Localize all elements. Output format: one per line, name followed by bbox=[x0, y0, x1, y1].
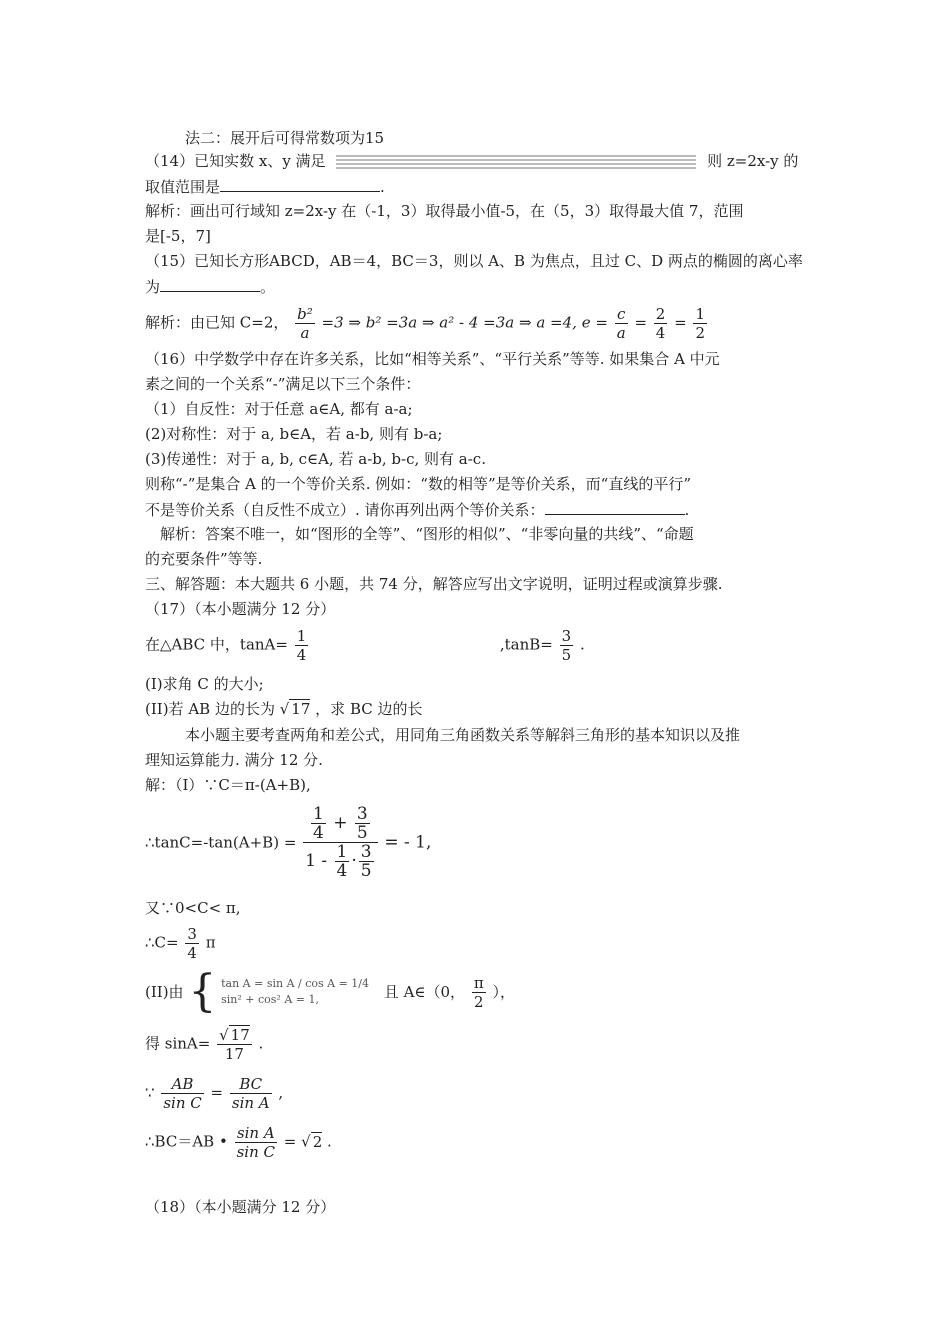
text-span: (II)若 AB 边的长为 bbox=[145, 700, 275, 718]
system-equation bbox=[145, 966, 515, 1017]
text-line bbox=[145, 1026, 263, 1063]
fraction: $\frac{3}{4}$ bbox=[187, 925, 197, 962]
solution-15 bbox=[145, 305, 709, 342]
math-span: = bbox=[674, 313, 687, 332]
text-span: ∴tanC=-tan(A+B) = bbox=[145, 833, 297, 852]
text-line: 则称“-”是集合 A 的一个等价关系. 例如：“数的相等”是等价关系，而“直线的平行” bbox=[145, 475, 691, 493]
blurred-equation: sin² + cos² A = 1, bbox=[221, 993, 319, 1006]
text-span: . bbox=[327, 1132, 332, 1151]
fraction: $\frac{2}{4}$ bbox=[655, 305, 666, 342]
text-line: 本小题主要考查两角和差公式，用同角三角函数关系等解斜三角形的基本知识以及推 bbox=[185, 726, 741, 744]
text-span: = bbox=[210, 1083, 224, 1102]
text-line: 解析：答案不唯一，如“图形的全等”、“图形的相似”、“非零向量的共线”、“命题 bbox=[160, 525, 694, 543]
brace-glyph: { bbox=[188, 966, 217, 1017]
text-line bbox=[145, 925, 216, 962]
fraction: $\frac{1}{2}$ bbox=[695, 305, 706, 342]
text-line bbox=[145, 699, 423, 719]
text-line: 解：（I）∵C＝π-(A+B), bbox=[145, 776, 311, 794]
text-span: 在△ABC 中，tanA= bbox=[145, 635, 288, 654]
answer-blank bbox=[220, 176, 380, 192]
text-span: 且 A∈（0， bbox=[383, 983, 466, 1001]
text-span: 不是等价关系（自反性不成立）. 请你再列出两个等价关系： bbox=[145, 501, 545, 519]
text-line: （1）自反性：对于任意 a∈A, 都有 a-a; bbox=[145, 400, 413, 418]
text-span: 取值范围是 bbox=[145, 178, 221, 196]
fraction: $\frac{3}{5}$ bbox=[561, 627, 572, 664]
fraction: $\frac{AB}{\text{sin C}}$ bbox=[163, 1075, 202, 1112]
text-span: π bbox=[205, 933, 216, 952]
text-span: . bbox=[684, 501, 690, 519]
text-span: = bbox=[283, 1132, 297, 1151]
text-span: , bbox=[278, 1083, 284, 1102]
radical: √ 2 bbox=[301, 1132, 323, 1151]
problem-15: （15）已知长方形ABCD，AB＝4，BC＝3，则以 A、B 为焦点，且过 C、D 两点的椭圆的离心率 bbox=[145, 252, 803, 270]
text-span: ∴BC＝AB • bbox=[145, 1132, 228, 1151]
text-span: 得 sinA= bbox=[145, 1034, 211, 1053]
tanC-equation bbox=[145, 805, 431, 880]
fraction: $\frac{\text{b²}}{a}$ bbox=[297, 305, 313, 342]
text-line: 素之间的一个关系“-”满足以下三个条件： bbox=[145, 375, 421, 393]
blurred-constraint-image bbox=[336, 155, 696, 169]
text-span: ∵ bbox=[145, 1083, 155, 1102]
fraction: $\frac{1}{4}$ bbox=[296, 627, 307, 664]
fraction: $\frac{\text{sin A}}{\text{sin C}}$ bbox=[236, 1124, 275, 1161]
text-line: (I)求角 C 的大小; bbox=[145, 675, 264, 693]
blurred-equation: tan A = sin A / cos A = 1/4 bbox=[221, 977, 370, 990]
text-span: = - 1, bbox=[384, 832, 432, 853]
text-line: 法二：展开后可得常数项为15 bbox=[185, 129, 385, 147]
text-line bbox=[145, 499, 689, 520]
problem-14 bbox=[145, 151, 798, 171]
text-line: 解析：画出可行域知 z=2x-y 在（-1，3）取得最小值-5，在（5，3）取得最大值 7，范围 bbox=[145, 202, 744, 220]
bc-result bbox=[145, 1124, 332, 1161]
math-span: = bbox=[634, 313, 648, 332]
text-span: 解析：由已知 C=2， bbox=[145, 313, 289, 332]
text-span: ，求 BC 边的长 bbox=[315, 700, 423, 718]
answer-blank bbox=[160, 276, 260, 292]
fraction: $\frac{c}{a}$ bbox=[616, 305, 626, 342]
text-span: 。 bbox=[260, 278, 276, 296]
problem-18-heading: （18）（本小题满分 12 分） bbox=[145, 1198, 336, 1216]
answer-blank bbox=[545, 499, 685, 515]
text-line: (3)传递性：对于 a, b, c∈A, 若 a-b, b-c, 则有 a-c. bbox=[145, 450, 486, 468]
text-line: 的充要条件”等等. bbox=[145, 550, 263, 568]
text-line: 又∵0<C< π, bbox=[145, 899, 241, 917]
text-line: 理知运算能力. 满分 12 分. bbox=[145, 751, 323, 769]
problem-17-heading: （17）（本小题满分 12 分） bbox=[145, 600, 336, 618]
section-heading: 三、解答题：本大题共 6 小题，共 74 分，解答应写出文字说明，证明过程或演算步骤. bbox=[145, 575, 723, 593]
text-span: ∴C= bbox=[145, 933, 179, 952]
text-span: ,tanB= bbox=[499, 635, 553, 654]
sine-rule bbox=[145, 1075, 283, 1112]
fraction: $\frac{BC}{\text{sin A}}$ bbox=[231, 1075, 270, 1112]
text-span: （14）已知实数 x、y 满足 bbox=[145, 152, 326, 170]
text-span: (II)由 bbox=[145, 983, 184, 1001]
text-span: 为 bbox=[145, 278, 161, 296]
fraction: $\frac{\pi}{2}$ bbox=[473, 973, 484, 1011]
compound-fraction: $\frac{1}{4}$ + $\frac{3}{5}$ 1 - $\frac{1}{4}$ · $\frac{3}{5}$ bbox=[303, 805, 377, 880]
text-span: . bbox=[258, 1034, 264, 1053]
text-span: 则 z=2x-y 的 bbox=[707, 152, 799, 170]
text-line: 取值范围是 . bbox=[145, 178, 385, 196]
text-span: ）， bbox=[492, 983, 515, 1001]
problem-16: （16）中学数学中存在许多关系，比如“相等关系”、“平行关系”等等. 如果集合 A 中元 bbox=[145, 350, 720, 368]
text-span: . bbox=[579, 635, 585, 654]
math-span: =3 ⇒ b² =3a ⇒ a² - 4 =3a ⇒ a =4, e = bbox=[321, 313, 608, 332]
radical: √ 17 bbox=[279, 700, 311, 718]
text-line: 是[-5，7] bbox=[145, 227, 211, 245]
fraction: $\frac{√ 17}{17}$ bbox=[219, 1026, 250, 1063]
text-line bbox=[145, 276, 275, 297]
problem-17 bbox=[145, 627, 585, 664]
text-line: (2)对称性：对于 a, b∈A，若 a-b, 则有 b-a; bbox=[145, 425, 443, 443]
